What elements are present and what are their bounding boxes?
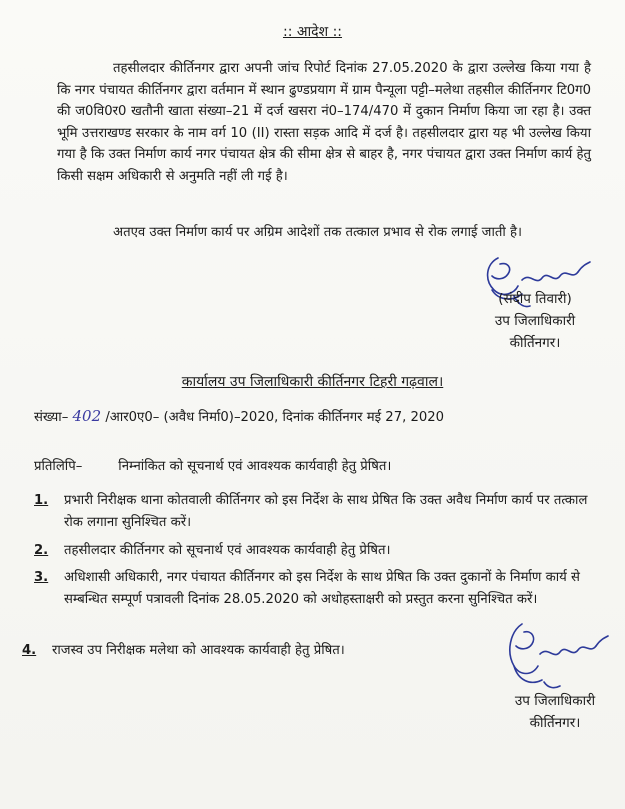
signatory-2-designation: उप जिलाधिकारी [514,693,596,709]
copy-text: निम्नांकित को सूचनार्थ एवं आवश्यक कार्यवाही हेतु प्रेषित। [118,459,392,474]
list-item [22,640,582,662]
list-item-text: राजस्व उप निरीक्षक मलेथा को आवश्यक कार्यवाही हेतु प्रेषित। [52,643,345,658]
list-item-number: 3. [34,570,49,585]
order-title [0,22,625,41]
copy-label: प्रतिलिपि– [34,459,83,474]
reference-line [34,407,444,425]
signatory-1-place: कीर्तिनगर। [509,335,561,351]
copy-to-line [34,456,391,474]
list-item [34,490,594,533]
reference-suffix: /आर0ए0– (अवैध निर्मा0)–2020, दिनांक कीर्तिनगर मई 27, 2020 [105,410,445,425]
list-item-number: 2. [34,543,49,558]
reference-number-handwritten: 402 [72,407,102,425]
reference-prefix: संख्या– [34,410,69,425]
list-item-number: 4. [22,643,37,658]
list-item-number: 1. [34,493,49,508]
signatory-1-name: (संदीप तिवारी) [498,291,572,307]
office-heading: कार्यालय उप जिलाधिकारी कीर्तिनगर टिहरी गढ़वाल। [181,374,444,390]
order-paragraph-1 [57,58,591,187]
list-item-text: प्रभारी निरीक्षक थाना कोतवाली कीर्तिनगर को इस निर्देश के साथ प्रेषित कि उक्त अवैध निर्माण कार्य पर तत्काल रोक लगाना सुनिश्चित करें। [64,493,588,530]
list-item [34,567,594,610]
list-item-text: अधिशासी अधिकारी, नगर पंचायत कीर्तिनगर को इस निर्देश के साथ प्रेषित कि उक्त दुकानों के निर्माण कार्य से सम्बन्धित सम्पूर्ण पत्रावली दिनांक 28.05.2020 को अधोहस्ताक्षरी को प्रस्तुत करना सुनिश्चित करें। [64,570,580,607]
signatory-2-block [470,690,625,734]
order-paragraph-2 [57,222,591,244]
order-paragraph-2-text: अतएव उक्त निर्माण कार्य पर अग्रिम आदेशों तक तत्काल प्रभाव से रोक लगाई जाती है। [113,225,523,240]
order-paragraph-1-text: तहसीलदार कीर्तिनगर द्वारा अपनी जांच रिपोर्ट दिनांक 27.05.2020 के द्वारा उल्लेख किया गया है कि नगर पंचायत कीर्तिनगर द्वारा वर्तमान में स्थान ढुण्डप्रयाग में ग्राम पैन्यूला पट्टी–मलेथा तहसील कीर्तिनगर टि0ग0 की ज0वि0र0 खतौनी खाता संख्या–21 में दर्ज खसरा नं0–174/470 में दुकान निर्माण किया जा रहा है। उक्त भूमि उत्तराखण्ड सरकार के नाम वर्ग 10 (II) रास्ता सड़क आदि में दर्ज है। तहसीलदार द्वारा यह भी उल्लेख किया गया है कि उक्त निर्माण कार्य नगर पंचायत क्षेत्र की सीमा क्षेत्र से बाहर है, नगर पंचायत द्वारा उक्त निर्माण कार्य हेतु किसी सक्षम अधिकारी से अनुमति नहीं ली गई है। [57,61,591,184]
list-item [34,540,594,562]
order-title-text: :: आदेश :: [282,24,343,40]
list-item-text: तहसीलदार कीर्तिनगर को सूचनार्थ एवं आवश्यक कार्यवाही हेतु प्रेषित। [64,543,391,558]
signature-2 [500,618,615,690]
signatory-1-block [450,288,620,354]
signatory-1-designation: उप जिलाधिकारी [494,313,576,329]
signatory-2-place: कीर्तिनगर। [529,715,581,731]
